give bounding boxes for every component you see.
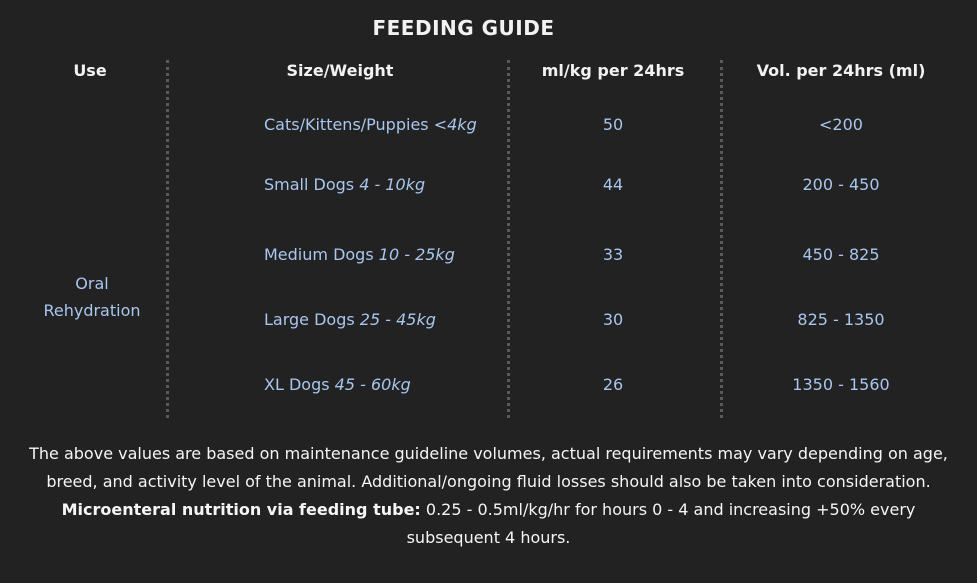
footnote — [20, 440, 957, 552]
size-weight-cell — [264, 310, 436, 329]
ml-per-kg-cell: 33 — [602, 245, 624, 264]
size-weight-cell — [264, 115, 477, 134]
microenteral-text: 0.25 - 0.5ml/kg/hr for hours 0 - 4 and increasing +50% every subsequent 4 hours. — [406, 500, 916, 547]
ml-per-kg-cell: 30 — [602, 310, 624, 329]
volume-cell: <200 — [819, 115, 863, 134]
weight-range: 4 - 10kg — [359, 175, 426, 194]
animal-name: Cats/Kittens/Puppies — [264, 115, 429, 134]
table-row — [0, 115, 977, 139]
use-label-line: Rehydration — [43, 301, 141, 320]
size-weight-cell — [264, 175, 425, 194]
ml-per-kg-cell: 50 — [602, 115, 624, 134]
microenteral-label: Microenteral nutrition via feeding tube: — [61, 500, 421, 519]
size-weight-cell — [264, 245, 455, 264]
table-row — [0, 245, 977, 269]
table-row — [0, 310, 977, 334]
volume-cell: 450 - 825 — [802, 245, 880, 264]
ml-per-kg-cell: 44 — [602, 175, 624, 194]
weight-range: 45 - 60kg — [334, 375, 411, 394]
table-row — [0, 175, 977, 199]
animal-name: Medium Dogs — [264, 245, 374, 264]
page-title: FEEDING GUIDE — [372, 16, 555, 40]
volume-cell: 825 - 1350 — [797, 310, 885, 329]
table-row — [0, 375, 977, 399]
column-header-ml-per-kg: ml/kg per 24hrs — [541, 61, 685, 80]
weight-range: 25 - 45kg — [359, 310, 436, 329]
ml-per-kg-cell: 26 — [602, 375, 624, 394]
animal-name: XL Dogs — [264, 375, 330, 394]
use-label-line: Oral — [75, 274, 109, 293]
volume-cell: 200 - 450 — [802, 175, 880, 194]
column-divider — [507, 60, 510, 418]
column-header-volume: Vol. per 24hrs (ml) — [756, 61, 926, 80]
volume-cell: 1350 - 1560 — [792, 375, 890, 394]
column-divider — [166, 60, 169, 418]
weight-range: <4kg — [433, 115, 477, 134]
animal-name: Small Dogs — [264, 175, 355, 194]
weight-range: 10 - 25kg — [378, 245, 455, 264]
footnote-text: The above values are based on maintenance guideline volumes, actual requirements may vary depending on age, breed, and activity level of the animal. Additional/ongoing fluid losses should also be taken into consideration. — [29, 444, 948, 491]
column-divider — [720, 60, 723, 418]
column-header-size-weight: Size/Weight — [286, 61, 394, 80]
column-header-use: Use — [73, 61, 107, 80]
size-weight-cell — [264, 375, 411, 394]
animal-name: Large Dogs — [264, 310, 355, 329]
microenteral-note — [20, 496, 957, 552]
